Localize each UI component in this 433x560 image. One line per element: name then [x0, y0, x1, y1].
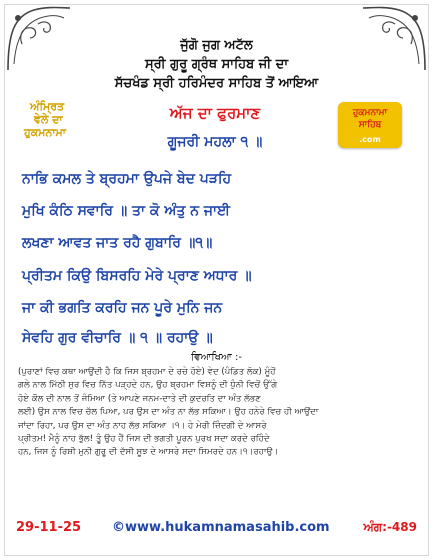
vyakhia-line: ਪ੍ਰੀਤਮ! ਮੈਨੂੰ ਨਾਹ ਭੁੱਲ! ਤੂੰ ਉਹ ਹੈਂ ਜਿਸ ਦੀ ਭਗਤੀ ਪੂਰਨ ਪੁਰਖ ਸਦਾ ਕਰਦੇ ਰਹਿੰਦੇ: [18, 434, 270, 445]
page-title: ਅੱਜ ਦਾ ਫੁਰਮਾਣ: [169, 104, 261, 122]
logo-line-2: ਸਾਹਿਬ: [358, 120, 382, 130]
header-line-1: ਜੁੱਗੋ ਜੁਗ ਅਟੱਲ: [180, 38, 253, 53]
header-line-2: ਸ੍ਰੀ ਗੁਰੂ ਗ੍ਰੰਥ ਸਾਹਿਬ ਜੀ ਦਾ: [144, 57, 289, 72]
logo-line-1: ਹੁਕਮਨਾਮਾ: [352, 108, 388, 118]
hukamnama-sahib-logo: [328, 102, 412, 164]
date-label: 29-11-25: [16, 520, 82, 535]
gurbani-line: ਨਾਭਿ ਕਮਲ ਤੇ ਬ੍ਰਹਮਾ ਉਪਜੇ ਬੇਦ ਪੜਹਿ: [22, 171, 232, 187]
amrit-line-1: ਅੰਮ੍ਰਿਤ: [30, 100, 65, 113]
gurbani-line: ਜਾ ਕੀ ਭਗਤਿ ਕਰਹਿ ਜਨ ਪੂਰੇ ਮੁਨਿ ਜਨ: [22, 300, 223, 316]
vyakhia-line: ਹਨ, ਜਿਸ ਨੂੰ ਰਿਸ਼ੀ ਮੁਨੀ ਗੁਰੂ ਦੀ ਦੱਸੀ ਸੂਝ ਦੇ ਆਸਰੇ ਸਦਾ ਸਿਮਰਦੇ ਹਨ।੧।ਰਹਾਉ।: [18, 447, 279, 458]
amrit-vele-label: [24, 100, 94, 139]
gurbani-line: ਪ੍ਰੀਤਮ ਕਿਉ ਬਿਸਰਹਿ ਮੇਰੇ ਪ੍ਰਾਣ ਅਧਾਰ ॥: [22, 268, 252, 284]
logo-line-3: .com: [359, 135, 381, 144]
raag-title: ਗੂਜਰੀ ਮਹਲਾ ੧ ॥: [167, 134, 263, 150]
amrit-line-2: ਵੇਲੇ ਦਾ: [34, 113, 63, 126]
amrit-line-3: ਹੁਕਮਨਾਮਾ: [24, 126, 66, 139]
vyakhia-line: ਲਈ) ਉਸ ਨਾਲ ਵਿਚ ਚੱਲ ਪਿਆ, ਪਰ ਉਸ ਦਾ ਅੰਤ ਨਾ ਲੱਭ ਸਕਿਆ। ਉਹ ਹਨੇਰੇ ਵਿਚ ਹੀ ਆਉਂਦਾ: [18, 407, 319, 418]
gurbani-line: ਮੁਖਿ ਕੰਠਿ ਸਵਾਰਿ ॥ ਤਾ ਕੋ ਅੰਤੁ ਨ ਜਾਈ: [22, 203, 230, 219]
vyakhia-line: ਜਾਂਦਾ ਰਿਹਾ, ਪਰ ਉਸ ਦਾ ਅੰਤ ਨਾਹ ਲੱਭ ਸਕਿਆ ।੧। ਹੇ ਮੇਰੀ ਜ਼ਿੰਦਗੀ ਦੇ ਆਸਰੇ: [18, 420, 267, 431]
vyakhia-line: (ਪੁਰਾਣਾਂ ਵਿਚ ਕਥਾ ਆਉਂਦੀ ਹੈ ਕਿ ਜਿਸ ਬ੍ਰਹਮਾ ਦੇ ਰਚੇ ਹੋਏ) ਵੇਦ (ਪੰਡਿਤ ਲੋਕ) ਮੂੰਹੋਂ: [18, 367, 276, 377]
website-link[interactable]: ©www.hukamnamasahib.com: [112, 520, 330, 535]
ang-label: ਅੰਗ:-489: [363, 520, 417, 534]
gurbani-line: ਲਖਣਾ ਆਵਤ ਜਾਤ ਰਹੈ ਗੁਬਾਰਿ ॥੧॥: [22, 235, 213, 251]
gurbani-line: ਸੇਵਹਿ ਗੁਰ ਵੀਚਾਰਿ ॥ ੧ ॥ ਰਹਾਉ ॥: [22, 330, 213, 346]
header-line-3: ਸੱਚਖੰਡ ਸ੍ਰੀ ਹਰਿਮੰਦਰ ਸਾਹਿਬ ਤੋਂ ਆਇਆ: [114, 76, 319, 91]
footer: [16, 520, 417, 540]
vyakhia-text: [18, 366, 417, 460]
vyakhia-line: ਹੋਏ ਕੌਲ ਦੀ ਨਾਲ ਤੋਂ ਜੰਮਿਆ (ਤੇ ਆਪਣੇ ਜਨਮ-ਦਾਤੇ ਦੀ ਕੁਦਰਤਿ ਦਾ ਅੰਤ ਲੱਭਣ: [18, 393, 261, 404]
vyakhia-heading: ਵਿਆਖਿਆ :-: [191, 352, 242, 363]
vyakhia-line: ਗਲੇ ਨਾਲ ਮਿੱਠੀ ਸੁਰ ਵਿਚ ਨਿੱਤ ਪੜ੍ਹਦੇ ਹਨ, ਉਹ ਬ੍ਰਹਮਾ ਵਿਸ਼ਨੂੰ ਦੀ ਧੁੰਨੀ ਵਿਚੋਂ ਉੱਗੇ: [18, 380, 278, 391]
